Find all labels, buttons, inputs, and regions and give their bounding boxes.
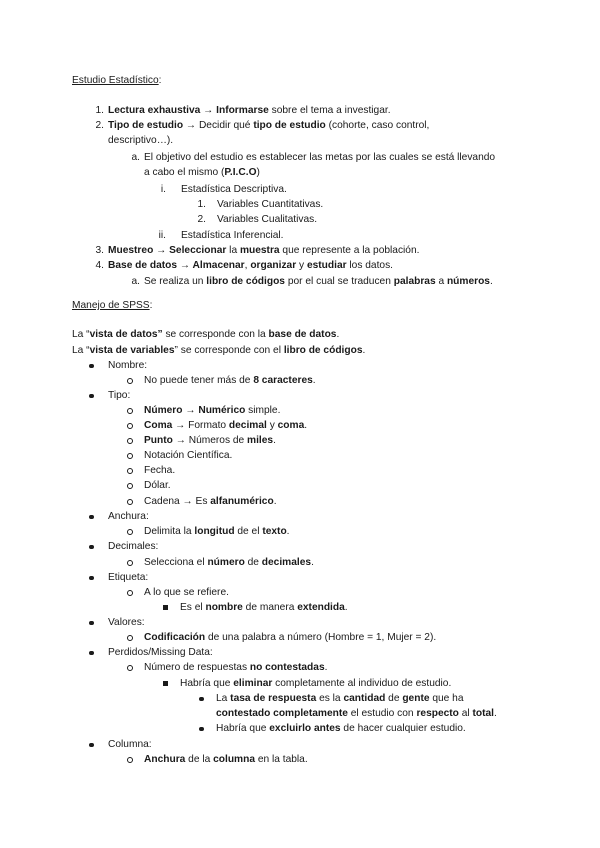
text-run: Fecha. [144, 465, 176, 476]
section-title-estudio: Estudio Estadístico: [72, 75, 162, 86]
text-run: Se realiza un [144, 276, 207, 287]
bold-text: Lectura exhaustiva → Informarse [108, 105, 269, 116]
text-run: → Decidir qué [183, 120, 254, 131]
list-item [144, 448, 232, 463]
bullet-square-icon [163, 605, 168, 610]
bold-text: palabras [393, 276, 436, 287]
intro-line [72, 327, 339, 342]
list-item [144, 463, 175, 478]
text-run: . [273, 496, 277, 507]
text-run: es la [316, 693, 344, 704]
text-run: de el [234, 526, 263, 537]
text-run: ) [256, 167, 260, 178]
text-run: Nombre: [108, 360, 148, 371]
bullet-circle-icon [127, 499, 133, 505]
list-item [180, 676, 451, 691]
list-item [144, 494, 277, 509]
text-run: Habría que [216, 723, 270, 734]
text-run: . [286, 526, 290, 537]
text-run: Columna: [108, 739, 152, 750]
text-run: al [458, 708, 473, 719]
list-item [216, 721, 466, 736]
bold-text: columna [213, 754, 255, 765]
bold-text: decimal [228, 420, 267, 431]
text-run: y [296, 260, 307, 271]
bold-text: número [207, 557, 245, 568]
bold-text: vista de variables [89, 345, 175, 356]
text-run: Variables Cualitativas. [217, 214, 318, 225]
text-run: Etiqueta: [108, 572, 149, 583]
text-run: de [244, 557, 262, 568]
list-item [108, 118, 429, 133]
bold-text: no contestadas [249, 662, 325, 673]
bullet-circle-icon [127, 378, 133, 384]
list-item [108, 103, 391, 118]
text-run: La “ [72, 329, 90, 340]
text-run: Habría que [180, 678, 234, 689]
text-run: completamente al individuo de estudio. [272, 678, 452, 689]
bold-text: Coma [144, 420, 173, 431]
list-item [108, 243, 419, 258]
list-item [108, 615, 145, 630]
bold-text: organizar [250, 260, 297, 271]
bold-text: Codificación [144, 632, 206, 643]
bullet-circle-icon [127, 468, 133, 474]
bullet-disc-icon [89, 651, 94, 656]
bullet-circle-icon [127, 408, 133, 414]
text-run: a [435, 276, 447, 287]
text-run: . [494, 708, 497, 719]
bold-text: P.I.C.O [224, 167, 257, 178]
text-run: descriptivo…). [108, 135, 174, 146]
list-item [108, 645, 213, 660]
list-item [144, 478, 171, 493]
list-item [144, 165, 260, 180]
text-run: por el cual se traducen [284, 276, 394, 287]
list-marker: 1. [197, 199, 206, 210]
bullet-disc-icon [89, 364, 94, 369]
bold-text: Número → Numérico [144, 405, 246, 416]
list-item [144, 274, 493, 289]
text-run: Notación Científica. [144, 450, 233, 461]
bold-text: longitud [194, 526, 235, 537]
text-run: Número de respuestas [144, 662, 250, 673]
bold-text: estudiar [306, 260, 347, 271]
intro-line [72, 343, 365, 358]
bold-text: números [446, 276, 490, 287]
text-run: . [304, 420, 308, 431]
bold-text: respecto [416, 708, 459, 719]
bold-text: total [472, 708, 495, 719]
text-run: simple. [245, 405, 281, 416]
text-run: se corresponde con la [162, 329, 269, 340]
list-item [144, 585, 229, 600]
bullet-circle-icon [127, 423, 133, 429]
text-run: (cohorte, caso control, [325, 120, 430, 131]
list-marker: 1. [95, 105, 104, 116]
bold-text: contestado completamente [216, 708, 348, 719]
text-run: . [362, 345, 366, 356]
bold-text: libro de códigos [283, 345, 363, 356]
text-run: → Números de [172, 435, 248, 446]
text-run: . [312, 375, 316, 386]
bold-text: extendida [297, 602, 345, 613]
text-run: los datos. [346, 260, 394, 271]
list-item [144, 403, 280, 418]
text-run: de una palabra a número (Hombre = 1, Mujer = 2). [205, 632, 437, 643]
text-run: Tipo: [108, 390, 131, 401]
text-run: a cabo el mismo ( [144, 167, 225, 178]
list-item [144, 524, 290, 539]
bold-text: 8 caracteres [253, 375, 313, 386]
bullet-circle-icon [127, 438, 133, 444]
list-item [108, 358, 147, 373]
bold-text: alfanumérico [210, 496, 274, 507]
text-run: . [344, 602, 348, 613]
text-run: de [385, 693, 403, 704]
list-item [108, 737, 152, 752]
text-run: Dólar. [144, 480, 171, 491]
list-item [216, 706, 497, 721]
list-marker: a. [131, 276, 140, 287]
list-item [144, 418, 307, 433]
list-item [181, 228, 284, 243]
text-run: La “ [72, 345, 90, 356]
text-run: . [273, 435, 276, 446]
text-run: Anchura: [108, 511, 149, 522]
bullet-disc-icon [89, 743, 94, 748]
list-item [180, 600, 348, 615]
bullet-circle-icon [127, 665, 133, 671]
text-run: La [216, 693, 231, 704]
text-run: . [324, 662, 328, 673]
bullet-disc-icon [89, 621, 94, 626]
list-item [108, 388, 130, 403]
bold-text: coma [277, 420, 305, 431]
list-item [217, 212, 317, 227]
text-run: que ha [429, 693, 464, 704]
list-marker: 3. [95, 245, 104, 256]
list-item [108, 258, 393, 273]
bold-text: Anchura [144, 754, 186, 765]
bold-text: miles [247, 435, 274, 446]
text-run: Selecciona el [144, 557, 208, 568]
list-marker: 4. [95, 260, 104, 271]
list-item [144, 373, 316, 388]
text-run: el estudio con [347, 708, 417, 719]
list-marker: a. [131, 152, 140, 163]
text-run: Es el [180, 602, 206, 613]
bullet-circle-icon [127, 635, 133, 641]
bullet-disc-icon [199, 697, 204, 702]
text-run: que represente a la población. [279, 245, 420, 256]
bold-text: cantidad [343, 693, 386, 704]
text-run: → Formato [172, 420, 229, 431]
text-run: Estadística Descriptiva. [181, 184, 287, 195]
list-item [217, 197, 323, 212]
list-item [108, 509, 149, 524]
list-item [144, 150, 495, 165]
bullet-square-icon [163, 681, 168, 686]
bullet-circle-icon [127, 560, 133, 566]
text-run: de hacer cualquier estudio. [340, 723, 466, 734]
list-item [216, 691, 464, 706]
text-run: . [489, 276, 493, 287]
text-run: y [266, 420, 278, 431]
bold-text: tipo de estudio [253, 120, 326, 131]
bullet-disc-icon [89, 545, 94, 550]
list-marker: ii. [158, 230, 166, 241]
text-run: Variables Cuantitativas. [217, 199, 324, 210]
bold-text: decimales [261, 557, 312, 568]
bold-text: eliminar [233, 678, 273, 689]
text-run: Delimita la [144, 526, 195, 537]
bold-text: libro de códigos [206, 276, 285, 287]
list-item [108, 133, 173, 148]
bullet-circle-icon [127, 590, 133, 596]
bullet-disc-icon [89, 394, 94, 399]
text-run: de manera [242, 602, 298, 613]
bullet-disc-icon [89, 515, 94, 520]
bullet-circle-icon [127, 529, 133, 535]
list-marker: 2. [95, 120, 104, 131]
text-run: , [244, 260, 251, 271]
list-marker: 2. [197, 214, 206, 225]
bullet-circle-icon [127, 757, 133, 763]
list-item [144, 630, 436, 645]
text-run: Valores: [108, 617, 145, 628]
list-marker: i. [160, 184, 166, 195]
bold-text: Tipo de estudio [108, 120, 184, 131]
bullet-disc-icon [199, 727, 204, 732]
bold-text: excluirlo antes [269, 723, 341, 734]
section-title-spss: Manejo de SPSS: [72, 300, 153, 311]
text-run: Decimales: [108, 541, 159, 552]
bold-text: gente [402, 693, 430, 704]
text-run: . [336, 329, 340, 340]
text-run: de la [185, 754, 214, 765]
bold-text: nombre [205, 602, 243, 613]
list-item [144, 752, 308, 767]
bold-text: Base de datos → Almacenar [108, 260, 245, 271]
text-run: . [311, 557, 314, 568]
bold-text: Muestreo → Seleccionar [108, 245, 227, 256]
text-run: Estadística Inferencial. [181, 230, 284, 241]
list-item [108, 570, 148, 585]
text-run: sobre el tema a investigar. [268, 105, 391, 116]
bold-text: Punto [144, 435, 173, 446]
text-run: A lo que se refiere. [144, 587, 229, 598]
text-run: la [226, 245, 240, 256]
section-title-text: Manejo de SPSS [72, 300, 150, 311]
bold-text: tasa de respuesta [230, 693, 317, 704]
list-item [144, 660, 327, 675]
text-run: No puede tener más de [144, 375, 254, 386]
bold-text: vista de datos” [89, 329, 163, 340]
text-run: Cadena → Es [144, 496, 211, 507]
text-run: El objetivo del estudio es establecer las metas por las cuales se está llevando [144, 152, 496, 163]
list-item [181, 182, 287, 197]
list-item [108, 539, 158, 554]
bold-text: muestra [239, 245, 280, 256]
section-title-text: Estudio Estadístico [72, 75, 159, 86]
text-run: Perdidos/Missing Data: [108, 647, 213, 658]
text-run: en la tabla. [254, 754, 308, 765]
list-item [144, 555, 314, 570]
list-item [144, 433, 276, 448]
bullet-disc-icon [89, 576, 94, 581]
bold-text: texto [262, 526, 287, 537]
text-run: ” se corresponde con el [174, 345, 284, 356]
bullet-circle-icon [127, 453, 133, 459]
bold-text: base de datos [268, 329, 337, 340]
bullet-circle-icon [127, 483, 133, 489]
